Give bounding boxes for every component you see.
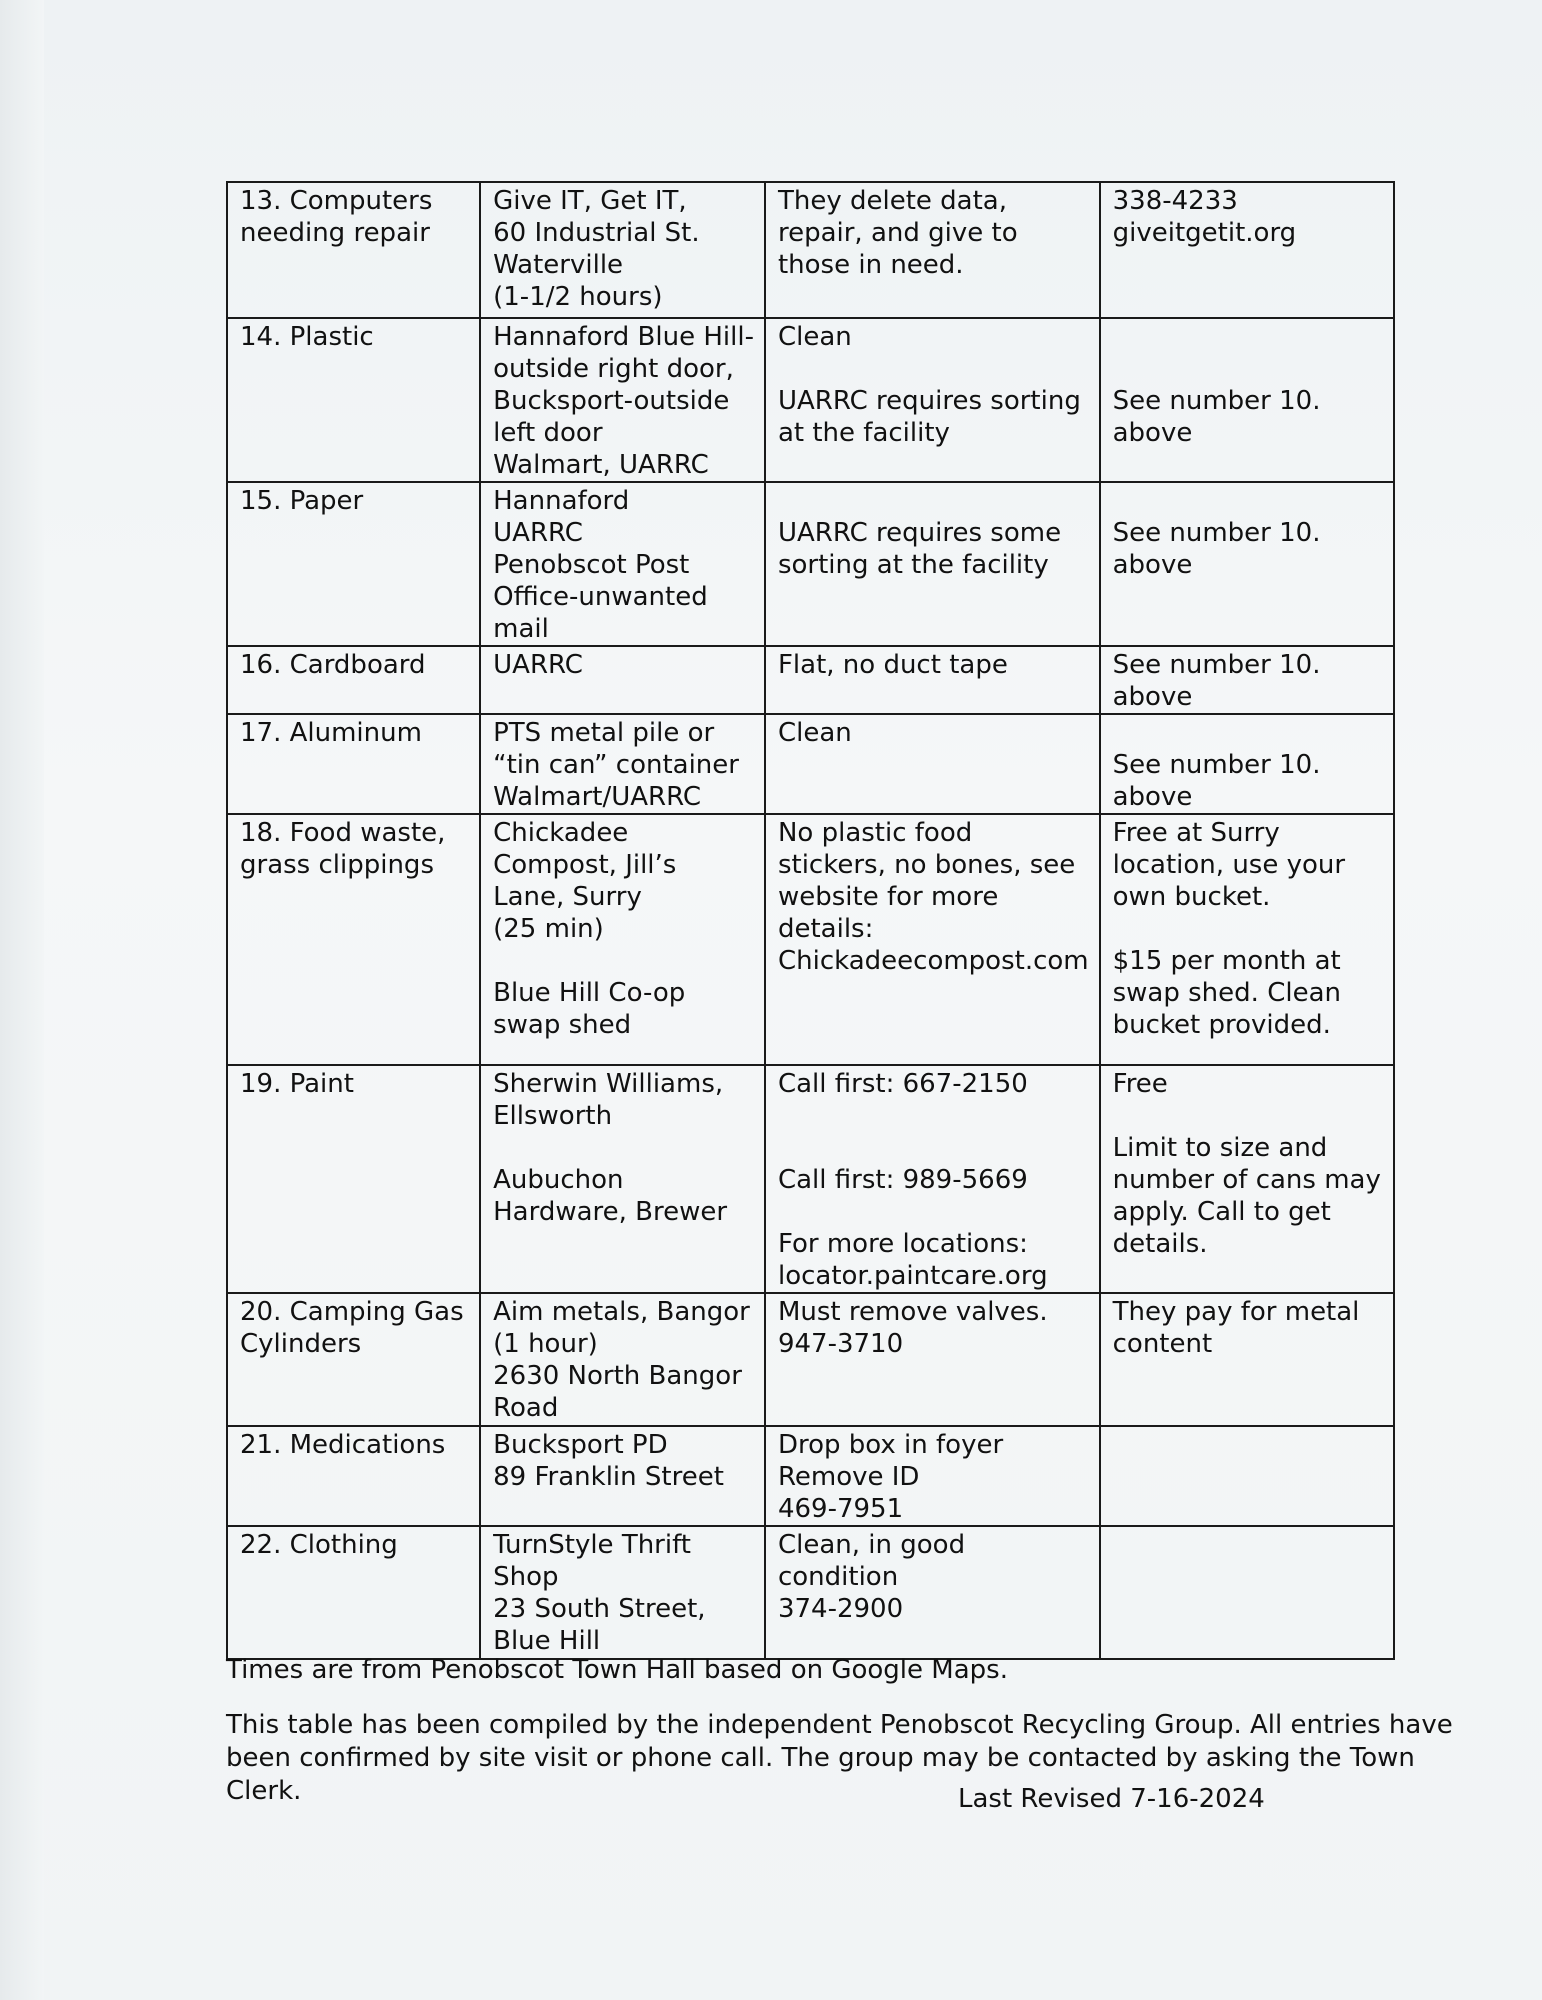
cell-line: Blue Hill Co-op bbox=[493, 978, 686, 1008]
location-cell bbox=[480, 482, 765, 646]
contact-cell bbox=[1100, 482, 1394, 646]
contact-cell bbox=[1100, 182, 1394, 318]
cell-line: See number 10. bbox=[1112, 386, 1321, 416]
cell-line: Must remove valves. bbox=[777, 1297, 1048, 1327]
location-cell bbox=[480, 1293, 765, 1426]
cell-line: See number 10. bbox=[1112, 750, 1321, 780]
cell-line: Bucksport PD bbox=[493, 1430, 668, 1460]
cell-line: Free at Surry bbox=[1112, 818, 1280, 848]
table-row bbox=[227, 814, 1394, 1065]
cell-line: number of cans may bbox=[1112, 1165, 1381, 1195]
item-cell bbox=[227, 646, 480, 714]
cell-line: 20. Camping Gas bbox=[240, 1297, 464, 1327]
cell-line: Remove ID bbox=[777, 1462, 920, 1492]
contact-cell bbox=[1100, 814, 1394, 1065]
cell-line: Office-unwanted bbox=[493, 582, 708, 612]
cell-line: Chickadee bbox=[493, 818, 629, 848]
cell-line: bucket provided. bbox=[1112, 1010, 1331, 1040]
item-cell bbox=[227, 1293, 480, 1426]
cell-line: Aubuchon bbox=[493, 1165, 624, 1195]
location-cell bbox=[480, 1426, 765, 1526]
requirements-cell bbox=[765, 714, 1100, 814]
cell-line bbox=[1113, 485, 1383, 517]
cell-line: above bbox=[1112, 550, 1193, 580]
cell-line: Chickadeecompost.com bbox=[777, 946, 1089, 976]
location-cell bbox=[480, 1526, 765, 1659]
cell-line bbox=[778, 353, 1089, 385]
cell-line: swap shed bbox=[493, 1010, 632, 1040]
requirements-cell bbox=[765, 1426, 1100, 1526]
compiled-note-line: Clerk. bbox=[226, 1776, 302, 1806]
cell-line: They delete data, bbox=[777, 186, 1007, 216]
cell-line bbox=[1113, 913, 1383, 945]
cell-line: They pay for metal bbox=[1112, 1297, 1360, 1327]
cell-line bbox=[778, 1196, 1089, 1228]
cell-line: Walmart, UARRC bbox=[493, 450, 709, 480]
table-row bbox=[227, 482, 1394, 646]
contact-cell bbox=[1100, 1065, 1394, 1293]
cell-line: at the facility bbox=[777, 418, 950, 448]
requirements-cell bbox=[765, 182, 1100, 318]
requirements-cell bbox=[765, 646, 1100, 714]
cell-line bbox=[1113, 1100, 1383, 1132]
requirements-cell bbox=[765, 814, 1100, 1065]
cell-line: $15 per month at bbox=[1112, 946, 1341, 976]
cell-line: apply. Call to get bbox=[1112, 1197, 1331, 1227]
contact-cell bbox=[1100, 646, 1394, 714]
table-row bbox=[227, 1426, 1394, 1526]
table-row bbox=[227, 1526, 1394, 1659]
location-cell bbox=[480, 714, 765, 814]
cell-line: 374-2900 bbox=[777, 1594, 904, 1624]
cell-line: location, use your bbox=[1112, 850, 1346, 880]
compiled-note-line: been confirmed by site visit or phone call. The group may be contacted by asking the Town bbox=[226, 1743, 1415, 1773]
location-cell bbox=[480, 318, 765, 482]
table-row bbox=[227, 182, 1394, 318]
item-cell bbox=[227, 182, 480, 318]
cell-line: 18. Food waste, bbox=[240, 818, 446, 848]
cell-line: Cylinders bbox=[240, 1329, 362, 1359]
cell-line: 19. Paint bbox=[240, 1069, 354, 1099]
cell-line: UARRC bbox=[493, 650, 583, 680]
cell-line: Flat, no duct tape bbox=[777, 650, 1008, 680]
cell-line: 22. Clothing bbox=[240, 1530, 398, 1560]
cell-line: content bbox=[1112, 1329, 1213, 1359]
requirements-cell bbox=[765, 1065, 1100, 1293]
cell-line: Blue Hill bbox=[493, 1626, 601, 1656]
cell-line: TurnStyle Thrift bbox=[493, 1530, 691, 1560]
cell-line: 13. Computers bbox=[240, 186, 433, 216]
cell-line: outside right door, bbox=[493, 354, 734, 384]
cell-line: own bucket. bbox=[1112, 882, 1271, 912]
compiled-note-line: This table has been compiled by the independent Penobscot Recycling Group. All entries have bbox=[226, 1710, 1453, 1740]
cell-line: 60 Industrial St. bbox=[493, 218, 700, 248]
cell-line: Aim metals, Bangor bbox=[493, 1297, 750, 1327]
contact-cell bbox=[1100, 1526, 1394, 1659]
cell-line: grass clippings bbox=[240, 850, 434, 880]
cell-line bbox=[493, 1132, 754, 1164]
requirements-cell bbox=[765, 318, 1100, 482]
cell-line: Road bbox=[493, 1393, 559, 1423]
times-note: Times are from Penobscot Town Hall based on Google Maps. bbox=[226, 1655, 1008, 1685]
cell-line: those in need. bbox=[777, 250, 964, 280]
item-cell bbox=[227, 714, 480, 814]
cell-line: 469-7951 bbox=[777, 1494, 904, 1524]
cell-line bbox=[778, 1132, 1089, 1164]
cell-line: Clean bbox=[777, 718, 852, 748]
cell-line: Clean, in good bbox=[777, 1530, 966, 1560]
item-cell bbox=[227, 482, 480, 646]
cell-line: details. bbox=[1112, 1229, 1208, 1259]
cell-line: Call first: 667-2150 bbox=[777, 1069, 1028, 1099]
cell-line: PTS metal pile or bbox=[493, 718, 715, 748]
cell-line: details: bbox=[777, 914, 874, 944]
item-cell bbox=[227, 1526, 480, 1659]
cell-line: “tin can” container bbox=[493, 750, 739, 780]
cell-line: 89 Franklin Street bbox=[493, 1462, 724, 1492]
cell-line: 21. Medications bbox=[240, 1430, 446, 1460]
cell-line: swap shed. Clean bbox=[1112, 978, 1341, 1008]
location-cell bbox=[480, 814, 765, 1065]
requirements-cell bbox=[765, 1526, 1100, 1659]
table-row bbox=[227, 646, 1394, 714]
cell-line: giveitgetit.org bbox=[1112, 218, 1297, 248]
cell-line bbox=[493, 945, 754, 977]
cell-line: above bbox=[1112, 782, 1193, 812]
cell-line: 14. Plastic bbox=[240, 322, 374, 352]
cell-line bbox=[1113, 321, 1383, 353]
cell-line: UARRC requires sorting bbox=[777, 386, 1081, 416]
table-row bbox=[227, 714, 1394, 814]
cell-line: website for more bbox=[777, 882, 999, 912]
cell-line bbox=[778, 1100, 1089, 1132]
contact-cell bbox=[1100, 318, 1394, 482]
cell-line: Shop bbox=[493, 1562, 559, 1592]
cell-line bbox=[1113, 717, 1383, 749]
cell-line: Limit to size and bbox=[1112, 1133, 1328, 1163]
requirements-cell bbox=[765, 482, 1100, 646]
cell-line: above bbox=[1112, 682, 1193, 712]
cell-line: Hannaford bbox=[493, 486, 630, 516]
cell-line: See number 10. bbox=[1112, 518, 1321, 548]
requirements-cell bbox=[765, 1293, 1100, 1426]
cell-line: Hardware, Brewer bbox=[493, 1197, 728, 1227]
cell-line: See number 10. bbox=[1112, 650, 1321, 680]
cell-line bbox=[1113, 353, 1383, 385]
cell-line: 17. Aluminum bbox=[240, 718, 422, 748]
table-body bbox=[227, 182, 1394, 1659]
cell-line: left door bbox=[493, 418, 603, 448]
cell-line: Penobscot Post bbox=[493, 550, 690, 580]
recycling-table bbox=[226, 181, 1395, 1660]
cell-line: Clean bbox=[777, 322, 852, 352]
cell-line: (25 min) bbox=[493, 914, 604, 944]
cell-line: repair, and give to bbox=[777, 218, 1018, 248]
item-cell bbox=[227, 814, 480, 1065]
last-revised: Last Revised 7-16-2024 bbox=[958, 1784, 1265, 1814]
cell-line: Free bbox=[1112, 1069, 1168, 1099]
contact-cell bbox=[1100, 1426, 1394, 1526]
location-cell bbox=[480, 1065, 765, 1293]
cell-line: Ellsworth bbox=[493, 1101, 613, 1131]
cell-line: Compost, Jill’s bbox=[493, 850, 677, 880]
cell-line: Walmart/UARRC bbox=[493, 782, 702, 812]
cell-line: condition bbox=[777, 1562, 899, 1592]
item-cell bbox=[227, 1065, 480, 1293]
cell-line: UARRC bbox=[493, 518, 583, 548]
table-row bbox=[227, 1065, 1394, 1293]
cell-line: No plastic food bbox=[777, 818, 973, 848]
cell-line: 947-3710 bbox=[777, 1329, 904, 1359]
item-cell bbox=[227, 1426, 480, 1526]
cell-line: 2630 North Bangor bbox=[493, 1361, 742, 1391]
cell-line: Give IT, Get IT, bbox=[493, 186, 687, 216]
table-row bbox=[227, 1293, 1394, 1426]
cell-line: stickers, no bones, see bbox=[777, 850, 1076, 880]
cell-line: locator.paintcare.org bbox=[777, 1261, 1048, 1291]
contact-cell bbox=[1100, 714, 1394, 814]
cell-line: 16. Cardboard bbox=[240, 650, 426, 680]
cell-line: 338-4233 bbox=[1112, 186, 1238, 216]
cell-line: For more locations: bbox=[777, 1229, 1028, 1259]
item-cell bbox=[227, 318, 480, 482]
cell-line: Sherwin Williams, bbox=[493, 1069, 724, 1099]
location-cell bbox=[480, 646, 765, 714]
cell-line: Bucksport-outside bbox=[493, 386, 730, 416]
table-row bbox=[227, 318, 1394, 482]
cell-line bbox=[778, 485, 1089, 517]
cell-line: sorting at the facility bbox=[777, 550, 1049, 580]
cell-line: Call first: 989-5669 bbox=[777, 1165, 1028, 1195]
cell-line: Lane, Surry bbox=[493, 882, 642, 912]
cell-line: 15. Paper bbox=[240, 486, 364, 516]
cell-line: above bbox=[1112, 418, 1193, 448]
cell-line: mail bbox=[493, 614, 549, 644]
location-cell bbox=[480, 182, 765, 318]
cell-line: Waterville bbox=[493, 250, 624, 280]
cell-line: needing repair bbox=[240, 218, 430, 248]
cell-line: (1-1/2 hours) bbox=[493, 282, 663, 312]
cell-line: Hannaford Blue Hill- bbox=[493, 322, 754, 352]
cell-line: 23 South Street, bbox=[493, 1594, 706, 1624]
contact-cell bbox=[1100, 1293, 1394, 1426]
cell-line: (1 hour) bbox=[493, 1329, 598, 1359]
cell-line: UARRC requires some bbox=[777, 518, 1062, 548]
cell-line: Drop box in foyer bbox=[777, 1430, 1004, 1460]
scan-shadow bbox=[0, 0, 44, 2000]
